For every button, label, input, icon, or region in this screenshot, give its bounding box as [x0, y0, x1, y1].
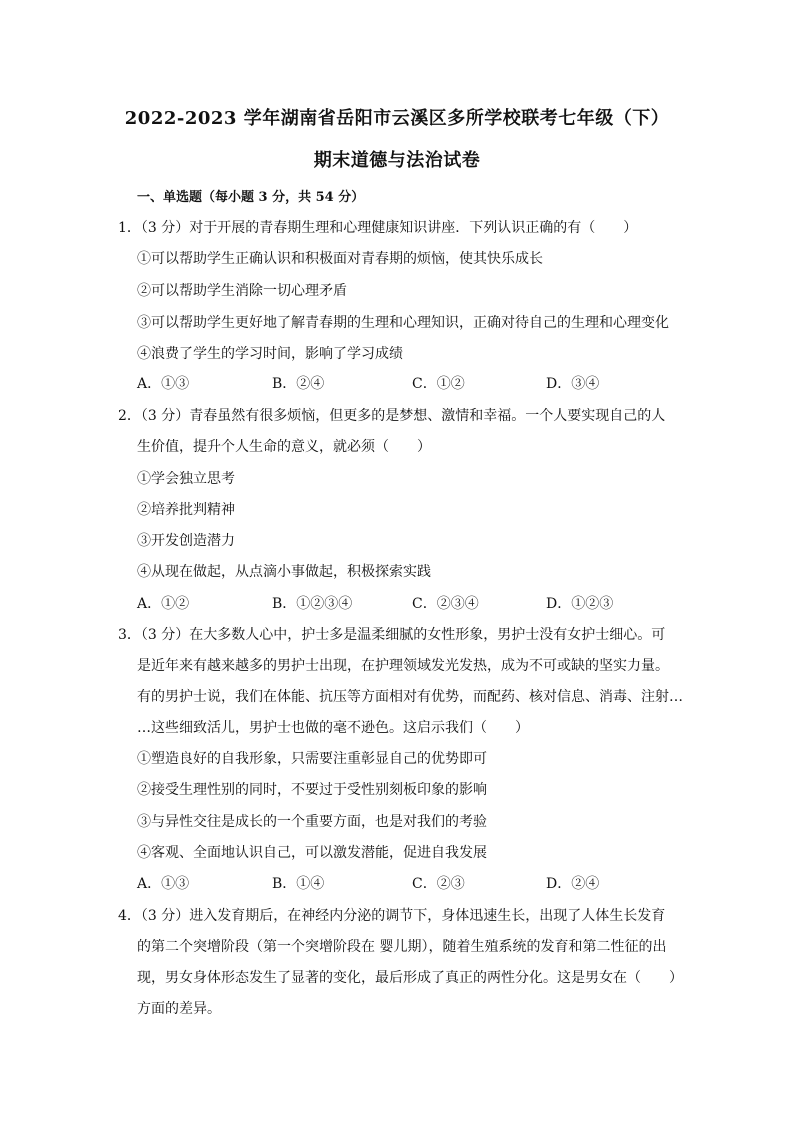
question-2-option-a: A．①② [137, 596, 190, 612]
question-3-stem-line: 是近年来有越来越多的男护士出现，在护理领域发光发热，成为不可或缺的坚实力量。 [137, 658, 669, 674]
section-heading: 一、单选题（每小题 3 分，共 54 分） [137, 190, 365, 205]
question-3-stem-line: 3．（3 分）在大多数人心中，护士多是温柔细腻的女性形象，男护士没有女护士细心。可 [118, 627, 666, 643]
question-1-option-a: A．①③ [137, 376, 190, 392]
question-3-item: ④客观、全面地认识自己，可以激发潜能，促进自我发展 [137, 845, 487, 861]
question-3-stem-line: 有的男护士说，我们在体能、抗压等方面相对有优势，而配药、核对信息、消毒、注射… [137, 689, 683, 705]
question-1-item: ③可以帮助学生更好地了解青春期的生理和心理知识，正确对待自己的生理和心理变化 [137, 315, 669, 331]
question-1-item: ④浪费了学生的学习时间，影响了学习成绩 [137, 346, 403, 362]
question-4-stem-line: 4．（3 分）进入发育期后，在神经内分泌的调节下，身体迅速生长，出现了人体生长发育 [118, 908, 666, 924]
question-4-stem-line: 现，男女身体形态发生了显著的变化，最后形成了真正的两性分化。这是男女在（ ） [137, 970, 683, 986]
exam-title-line-1: 2022-2023 学年湖南省岳阳市云溪区多所学校联考七年级（下） [124, 108, 670, 129]
question-1-option-c: C．①② [412, 376, 465, 392]
question-3-option-c: C．②③ [412, 876, 465, 892]
question-1-item: ②可以帮助学生消除一切心理矛盾 [137, 283, 347, 299]
question-2-item: ②培养批判精神 [137, 502, 235, 518]
question-3-item: ①塑造良好的自我形象，只需要注重彰显自己的优势即可 [137, 751, 487, 767]
question-3-item: ②接受生理性别的同时，不要过于受性别刻板印象的影响 [137, 782, 487, 798]
question-2-item: ④从现在做起，从点滴小事做起，积极探索实践 [137, 564, 431, 580]
question-2-option-c: C．②③④ [412, 596, 479, 612]
question-2-item: ③开发创造潜力 [137, 533, 235, 549]
question-2-item: ①学会独立思考 [137, 471, 235, 487]
exam-title-line-2: 期末道德与法治试卷 [313, 150, 481, 171]
question-4-stem-line: 方面的差异。 [137, 1001, 221, 1017]
question-3-stem-line: …这些细致活儿，男护士也做的毫不逊色。这启示我们（ ） [137, 720, 529, 736]
question-2-stem-line: 2．（3 分）青春虽然有很多烦恼，但更多的是梦想、激情和幸福。一个人要实现自己的人 [118, 408, 666, 424]
question-3-option-b: B．①④ [272, 876, 325, 892]
question-3-item: ③与异性交往是成长的一个重要方面，也是对我们的考验 [137, 814, 487, 830]
question-2-option-d: D．①②③ [546, 596, 614, 612]
question-4-stem-line: 的第二个突增阶段（第一个突增阶段在 婴儿期），随着生殖系统的发育和第二性征的出 [137, 939, 667, 955]
question-2-stem-line: 生价值，提升个人生命的意义，就必须（ ） [137, 439, 431, 455]
question-1-option-d: D．③④ [546, 376, 600, 392]
question-3-option-a: A．①③ [137, 876, 190, 892]
question-2-option-b: B．①②③④ [272, 596, 353, 612]
question-1-stem-line: 1．（3 分）对于开展的青春期生理和心理健康知识讲座．下列认识正确的有（ ） [118, 220, 638, 236]
question-1-item: ①可以帮助学生正确认识和积极面对青春期的烦恼，使其快乐成长 [137, 251, 543, 267]
question-1-option-b: B．②④ [272, 376, 325, 392]
question-3-option-d: D．②④ [546, 876, 600, 892]
